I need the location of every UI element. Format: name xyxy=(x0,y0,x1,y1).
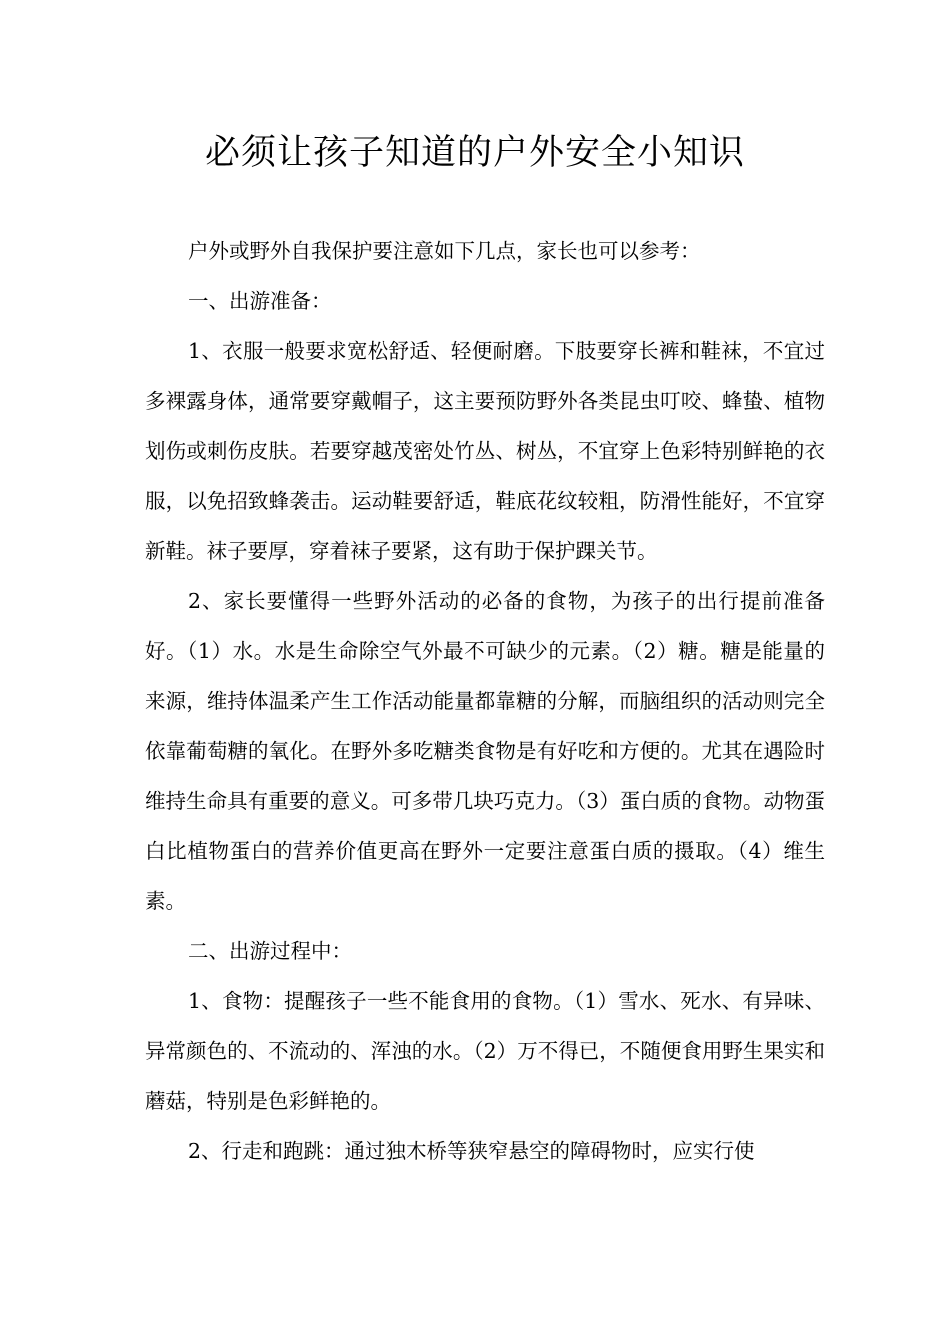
paragraph-food-supplies: 2、家长要懂得一些野外活动的必备的食物，为孩子的出行提前准备好。（1）水。水是生命除空气外最不可缺少的元素。（2）糖。糖是能量的来源，维持体温柔产生工作活动能量都靠糖的分解，而脑组织的活动则完全依靠葡萄糖的氧化。在野外多吃糖类食物是有好吃和方便的。尤其在遇险时维持生命具有重要的意义。可多带几块巧克力。（3）蛋白质的食物。动物蛋白比植物蛋白的营养价值更高在野外一定要注意蛋白质的摄取。（4）维生素。 xyxy=(145,589,825,913)
document-title: 必须让孩子知道的户外安全小知识 xyxy=(204,133,745,173)
section-heading-during-trip: 二、出游过程中： xyxy=(188,939,352,963)
paragraph-walking-jumping: 2、行走和跑跳：通过独木桥等狭窄悬空的障碍物时，应实行使 xyxy=(188,1139,755,1163)
paragraph-clothing: 1、衣服一般要求宽松舒适、轻便耐磨。下肢要穿长裤和鞋袜，不宜过多裸露身体，通常要穿戴帽子，这主要预防野外各类昆虫叮咬、蜂蛰、植物划伤或刺伤皮肤。若要穿越茂密处竹丛、树丛，不宜穿上色彩特别鲜艳的衣服，以免招致蜂袭击。运动鞋要舒适，鞋底花纹较粗，防滑性能好，不宜穿新鞋。袜子要厚，穿着袜子要紧，这有助于保护踝关节。 xyxy=(145,339,825,563)
paragraph-food-safety: 1、食物：提醒孩子一些不能食用的食物。（1）雪水、死水、有异味、异常颜色的、不流动的、浑浊的水。（2）万不得已，不随便食用野生果实和蘑菇，特别是色彩鲜艳的。 xyxy=(145,989,825,1113)
section-heading-preparation: 一、出游准备： xyxy=(188,289,332,313)
document-body xyxy=(145,226,825,1176)
paragraph-intro: 户外或野外自我保护要注意如下几点，家长也可以参考： xyxy=(188,239,701,263)
